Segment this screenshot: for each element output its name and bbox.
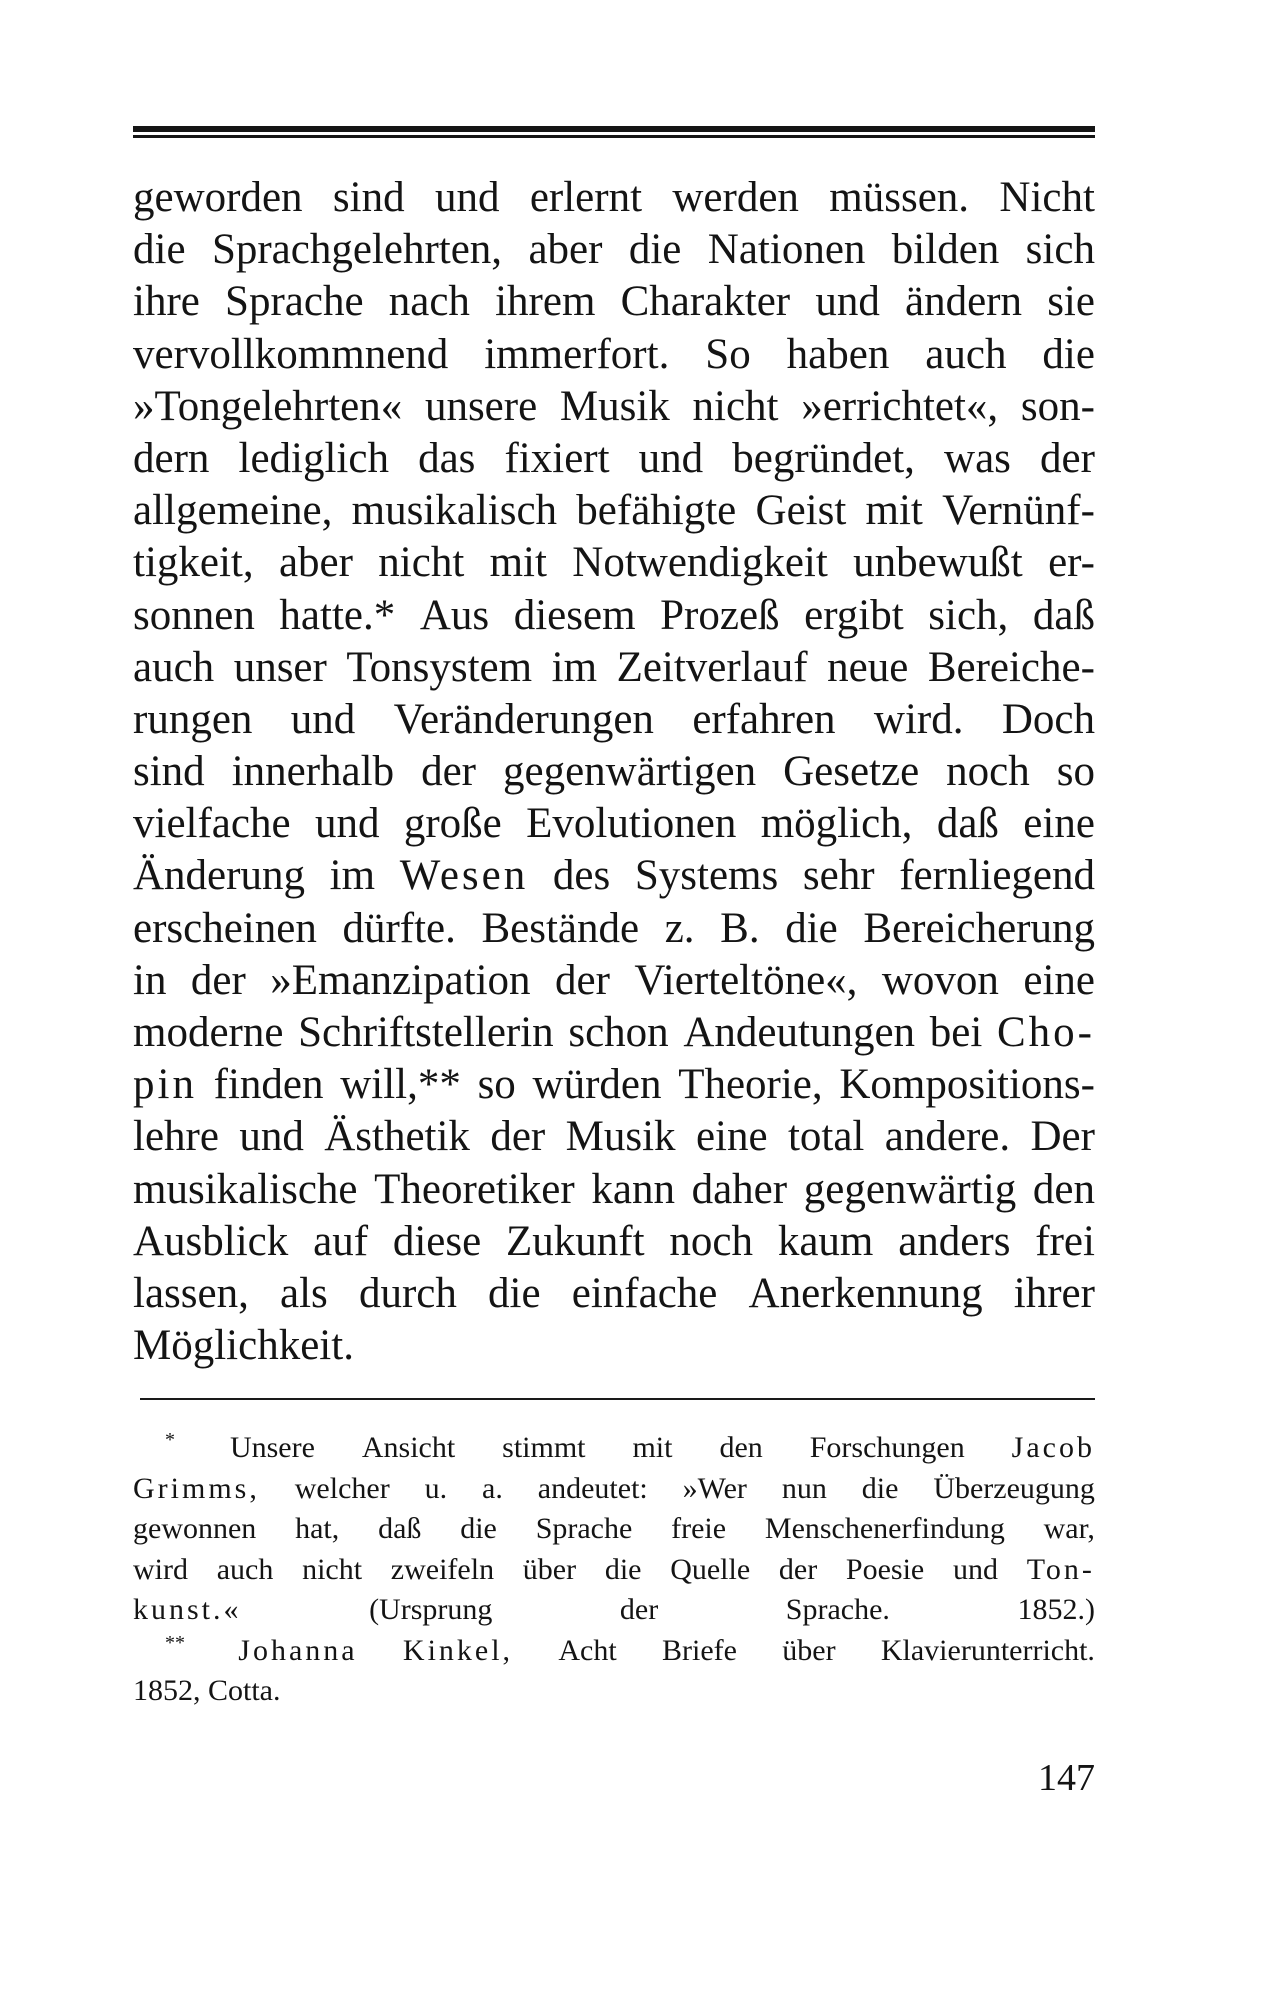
word: Ausblick — [133, 1217, 289, 1265]
word: möglich, — [760, 800, 913, 848]
footnote-line — [133, 1671, 1095, 1712]
footnote-word: stimmt — [502, 1431, 586, 1464]
footnote-word: * — [165, 1429, 175, 1451]
word: Sprachgelehrten, — [211, 226, 503, 274]
word: vervollkommnend — [133, 330, 449, 378]
footnote-word: Cotta. — [208, 1674, 281, 1707]
word: son- — [1020, 382, 1095, 430]
word: pin — [133, 1061, 197, 1109]
word: er- — [1048, 539, 1095, 587]
text-line — [133, 694, 1095, 746]
word: Sprache — [225, 278, 364, 326]
text-line — [133, 1059, 1095, 1111]
word: unsere — [424, 382, 538, 430]
word: dürfte. — [342, 904, 456, 952]
footnote-word: Acht — [558, 1633, 617, 1667]
text-line — [133, 642, 1095, 694]
word: frei — [1035, 1217, 1095, 1265]
footnote-word: a. — [482, 1471, 503, 1505]
word: so — [477, 1061, 516, 1109]
word: kaum — [777, 1217, 874, 1265]
word: ihre — [133, 278, 200, 326]
word: Kompositions- — [839, 1061, 1095, 1109]
word: kann — [591, 1165, 675, 1213]
text-line — [133, 1268, 1095, 1320]
word: diesem — [513, 591, 636, 639]
word: total — [787, 1113, 865, 1161]
word: Cho- — [996, 1009, 1095, 1056]
word: Musik — [565, 1113, 676, 1161]
text-line — [133, 798, 1095, 850]
page-number: 147 — [1038, 1757, 1095, 1799]
word: innerhalb — [231, 748, 395, 796]
word: Wesen — [399, 852, 529, 900]
word: so — [1056, 748, 1095, 796]
footnote-word: Forschungen — [809, 1431, 965, 1464]
text-line — [133, 329, 1095, 381]
text-line — [133, 485, 1095, 537]
word: die — [1042, 330, 1095, 378]
word: geworden — [133, 174, 303, 221]
text-line — [133, 381, 1095, 433]
footnote-word: gewonnen — [133, 1512, 257, 1545]
footnote-word: Unsere — [229, 1431, 315, 1464]
word: nicht — [378, 539, 465, 587]
word: das — [418, 434, 476, 482]
word: mit — [865, 487, 923, 535]
word: wovon — [881, 956, 999, 1004]
footnote-word: Johanna — [238, 1633, 358, 1667]
footnote-word: nicht — [302, 1552, 363, 1586]
word: große — [403, 800, 502, 848]
footnote-word: u. — [424, 1471, 448, 1505]
footnote-word: Sprache. — [785, 1593, 890, 1626]
word: Der — [1030, 1113, 1095, 1161]
word: noch — [669, 1217, 753, 1265]
word: Vierteltöne«, — [634, 956, 858, 1004]
word: Schriftstellerin — [298, 1009, 554, 1056]
word: fixiert — [504, 434, 610, 482]
footnote-line — [133, 1550, 1095, 1591]
text-line — [133, 224, 1095, 276]
word: erfahren — [692, 695, 836, 743]
footnote-word: wird — [133, 1552, 188, 1586]
word: Geist — [755, 487, 847, 535]
footnote-word: Jacob — [1011, 1431, 1095, 1464]
word: im — [329, 852, 376, 900]
text-line — [133, 276, 1095, 328]
footnote-word: Ansicht — [361, 1431, 456, 1464]
word: auch — [133, 643, 215, 691]
word: bei — [929, 1009, 983, 1056]
footnote-word: auch — [216, 1552, 274, 1586]
footnote-word: mit — [632, 1431, 673, 1464]
footnote-separator-rule — [140, 1398, 1095, 1400]
word: vielfache — [133, 800, 291, 848]
word: fernliegend — [899, 852, 1095, 900]
footnote-word: Briefe — [661, 1633, 737, 1667]
word: im — [551, 643, 598, 691]
text-line — [133, 903, 1095, 955]
word: Zeitverlauf — [616, 643, 808, 691]
word: müssen. — [829, 174, 970, 221]
word: B. — [720, 904, 760, 952]
word: diese — [392, 1217, 482, 1265]
word: einfache — [571, 1269, 718, 1317]
footnote-word: (Ursprung — [369, 1593, 493, 1626]
footnote-line — [133, 1590, 1095, 1631]
word: würden — [532, 1061, 662, 1109]
word: in — [133, 956, 167, 1004]
text-line — [133, 1111, 1095, 1163]
word: tigkeit, — [133, 539, 254, 587]
word: Evolutionen — [526, 800, 737, 848]
word: Veränderungen — [393, 695, 654, 743]
word: sie — [1047, 278, 1095, 326]
word: nach — [388, 278, 470, 326]
word: erlernt — [529, 174, 643, 221]
footnote-word: daß — [378, 1512, 422, 1545]
word: Doch — [1001, 695, 1095, 743]
footnote-word: welcher — [294, 1471, 390, 1505]
word: und — [239, 1113, 304, 1161]
word: Tonsystem — [346, 643, 533, 691]
text-line — [133, 1164, 1095, 1216]
word: Gesetze — [783, 748, 920, 796]
word: und — [290, 695, 356, 743]
footnote-word: der — [778, 1552, 818, 1586]
footnote-word: Sprache — [535, 1512, 633, 1545]
word: gegenwärtigen — [502, 748, 757, 796]
word: eine — [1023, 956, 1095, 1004]
word: dern — [133, 434, 210, 482]
word: ergibt — [804, 591, 904, 639]
word: als — [280, 1269, 328, 1317]
word: Prozeß — [660, 591, 780, 639]
word: Bereiche- — [927, 643, 1095, 691]
word: neue — [827, 643, 909, 691]
word: aber — [528, 226, 603, 274]
word: wird. — [873, 695, 964, 743]
footnote-word: Überzeugung — [933, 1471, 1095, 1505]
header-rule-thick — [133, 126, 1095, 132]
word: der — [421, 748, 476, 796]
word: noch — [946, 748, 1030, 796]
footnote-word: die — [861, 1471, 899, 1505]
word: Musik — [559, 382, 670, 430]
footnote-word: Menschenerfindung — [764, 1512, 1005, 1545]
word: begründet, — [732, 434, 915, 482]
word: hatte.* — [279, 591, 396, 639]
word: Theoretiker — [374, 1165, 575, 1213]
footnote-word: die — [460, 1512, 497, 1545]
footnote-word: 1852.) — [1017, 1593, 1095, 1626]
header-rule-thin — [133, 135, 1095, 138]
footnote-word: Quelle — [670, 1552, 751, 1586]
word: Bereicherung — [863, 904, 1095, 952]
word: sonnen — [133, 591, 255, 639]
word: der — [1040, 434, 1095, 482]
word: z. — [664, 904, 695, 952]
word: unser — [233, 643, 327, 691]
word: Theorie, — [678, 1061, 823, 1109]
footnote-word: Kinkel, — [402, 1633, 514, 1667]
word: musikalisch — [351, 487, 558, 535]
word: Änderung — [133, 852, 305, 900]
word: »errichtet«, — [801, 382, 999, 430]
word: ihrer — [1013, 1269, 1095, 1317]
footnote-line — [133, 1428, 1095, 1469]
word: durch — [358, 1269, 457, 1317]
word: auch — [925, 330, 1007, 378]
text-line — [133, 955, 1095, 1007]
word: schon — [568, 1009, 669, 1056]
footnote-word: nun — [781, 1471, 827, 1505]
word: allgemeine, — [133, 487, 333, 535]
word: die — [133, 226, 186, 274]
word: »Tongelehrten« — [133, 382, 403, 430]
footnote-line — [133, 1631, 1095, 1672]
word: und — [434, 174, 500, 221]
word: daß — [1032, 591, 1095, 639]
word: So — [705, 330, 751, 378]
word: sind — [133, 748, 205, 796]
word: ihrem — [495, 278, 596, 326]
word: sich, — [928, 591, 1009, 639]
word: unbewußt — [853, 539, 1023, 587]
word: und — [638, 434, 704, 482]
word: rungen — [133, 695, 253, 743]
text-line — [133, 433, 1095, 485]
footnote-word: Ton- — [1026, 1552, 1095, 1586]
word: der — [490, 1113, 546, 1161]
word: der — [554, 956, 610, 1004]
word: erscheinen — [133, 904, 317, 952]
word: gegenwärtig — [803, 1165, 1017, 1213]
word: werden — [672, 174, 799, 221]
word: nicht — [692, 382, 779, 430]
footnote-word: über — [522, 1552, 577, 1586]
footnote-word: der — [619, 1593, 659, 1626]
word: den — [1032, 1165, 1095, 1213]
footnote-word: freie — [671, 1512, 727, 1545]
word: ändern — [905, 278, 1022, 326]
word: sind — [332, 174, 405, 221]
word: eine — [1023, 800, 1095, 848]
word: die — [488, 1269, 541, 1317]
word: finden — [213, 1061, 324, 1109]
footnote-word: Klavierunterricht. — [880, 1633, 1095, 1667]
footnote-line — [133, 1509, 1095, 1550]
word: »Emanzipation — [270, 956, 531, 1004]
footnote-word: über — [782, 1633, 836, 1667]
word: Möglichkeit. — [133, 1322, 354, 1370]
word: auf — [313, 1217, 369, 1265]
word: sich — [1025, 226, 1095, 274]
word: Aus — [419, 591, 490, 639]
word: daher — [691, 1165, 788, 1213]
word: Vernünf- — [942, 487, 1095, 535]
word: will,** — [340, 1061, 461, 1109]
word: und — [815, 278, 880, 326]
text-line — [133, 590, 1095, 642]
word: daß — [936, 800, 999, 848]
word: Nationen — [707, 226, 866, 274]
footnote-word: ** — [165, 1631, 185, 1654]
footnote-line — [133, 1469, 1095, 1510]
word: lediglich — [238, 434, 389, 482]
word: haben — [786, 330, 890, 378]
word: der — [190, 956, 246, 1004]
footnote-word: 1852, — [133, 1674, 201, 1707]
word: befähigte — [576, 487, 737, 535]
word: eine — [695, 1113, 768, 1161]
word: die — [785, 904, 838, 952]
footnote-word: und — [952, 1552, 998, 1586]
footnotes-block — [133, 1428, 1095, 1712]
footnote-word: den — [719, 1431, 763, 1464]
word: moderne — [133, 1009, 284, 1056]
word: Bestände — [481, 904, 640, 952]
word: und — [314, 800, 380, 848]
word: mit — [489, 539, 547, 587]
word: des — [552, 852, 611, 900]
footnote-word: Grimms, — [133, 1471, 260, 1505]
word: lehre — [133, 1113, 219, 1161]
word: was — [944, 434, 1011, 482]
word: Zukunft — [506, 1217, 645, 1265]
text-line — [133, 746, 1095, 798]
footnote-word: zweifeln — [390, 1552, 495, 1586]
header-double-rule — [133, 126, 1095, 138]
word: Ästhetik — [324, 1113, 470, 1161]
word: Andeutungen — [683, 1009, 916, 1056]
word: musikalische — [133, 1165, 358, 1213]
text-line — [133, 1007, 1095, 1059]
word: sehr — [802, 852, 875, 900]
text-line — [133, 172, 1095, 224]
word: Systems — [634, 852, 779, 900]
footnote-word: »Wer — [682, 1471, 747, 1505]
footnote-word: andeutet: — [537, 1471, 648, 1505]
word: lassen, — [133, 1269, 249, 1317]
word: die — [628, 226, 682, 274]
word: Anerkennung — [748, 1269, 983, 1317]
word: Nicht — [999, 174, 1095, 221]
main-text-block — [133, 172, 1095, 1372]
word: bilden — [891, 226, 1000, 274]
text-line — [133, 1320, 1095, 1372]
text-line — [133, 1216, 1095, 1268]
text-line — [133, 850, 1095, 902]
footnote-word: die — [604, 1552, 642, 1586]
word: immerfort. — [484, 330, 670, 378]
word: andere. — [884, 1113, 1011, 1161]
word: Charakter — [620, 278, 791, 326]
text-line — [133, 537, 1095, 589]
word: anders — [898, 1217, 1011, 1265]
footnote-word: war, — [1043, 1512, 1095, 1545]
footnote-word: hat, — [295, 1512, 340, 1545]
word: aber — [278, 539, 353, 587]
footnote-word: kunst.« — [133, 1593, 242, 1626]
word: Notwendigkeit — [572, 539, 828, 587]
footnote-word: Poesie — [845, 1552, 925, 1586]
